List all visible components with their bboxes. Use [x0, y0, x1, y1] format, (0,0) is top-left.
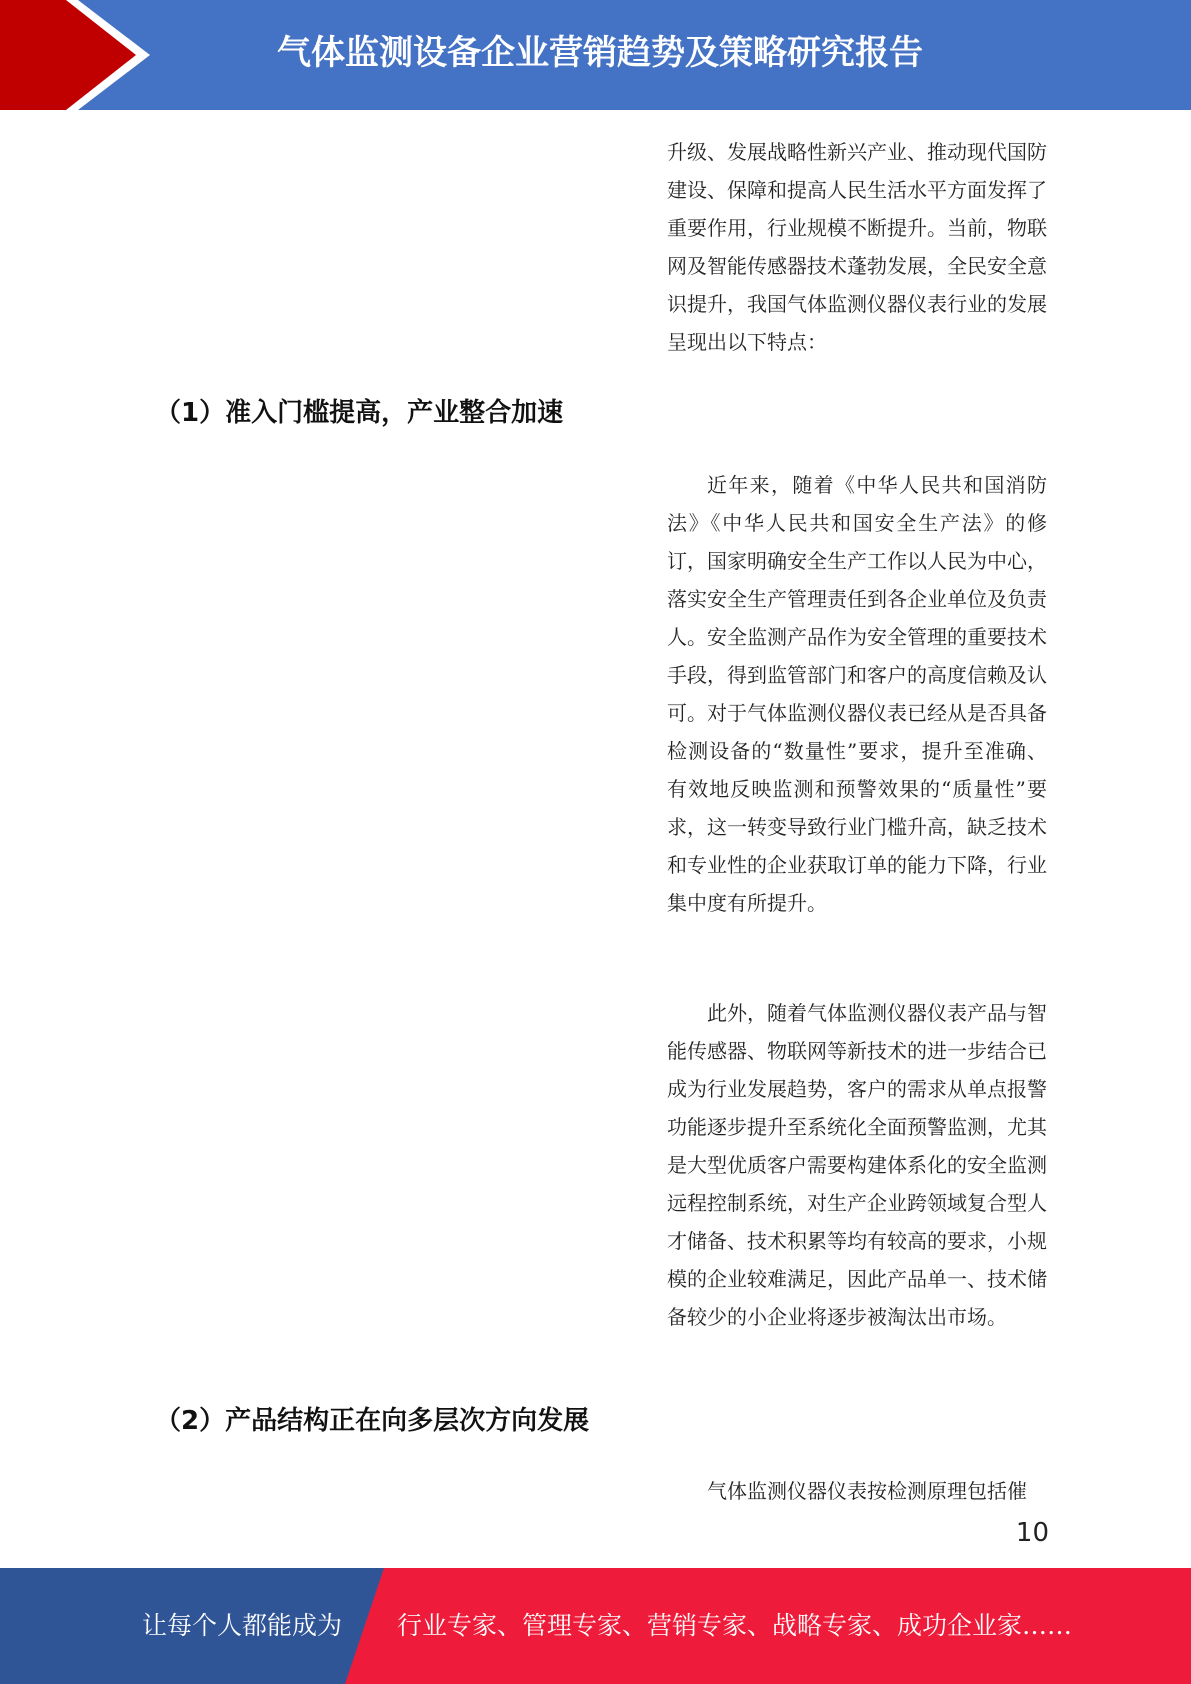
paragraph-text: 气体监测仪器仪表按检测原理包括催 — [707, 1479, 1027, 1503]
paragraph-text: 近年来，随着《中华人民共和国消防法》《中华人民共和国安全生产法》的修订，国家明确安全生产工作以人民为中心，落实安全生产管理责任到各企业单位及负责人。安全监测产品作为安全管理的重要技术手段，得到监管部门和客户的高度信赖及认可。对于气体监测仪器仪表已经从是否具备检测设备的“数量性”要求，提升至准确、有效地反映监测和预警效果的“质量性”要求，这一转变导致行业门槛升高，缺乏技术和专业性的企业获取订单的能力下降，行业集中度有所提升。 — [667, 473, 1047, 915]
paragraph-intro-continuation — [667, 133, 1047, 361]
paragraph-threshold — [667, 466, 1047, 922]
footer-slogan-left: 让每个人都能成为 — [142, 1611, 343, 1640]
section-heading-2: （2）产品结构正在向多层次方向发展 — [155, 1406, 590, 1436]
paragraph-product-structure — [667, 1472, 1047, 1510]
chevron-logo-icon — [0, 0, 160, 110]
section-heading-1: （1）准入门槛提高，产业整合加速 — [155, 398, 564, 428]
page-footer — [0, 1568, 1191, 1684]
page-number: 10 — [1015, 1518, 1049, 1548]
footer-slogan-right: 行业专家、管理专家、营销专家、战略专家、成功企业家…… — [397, 1611, 1073, 1640]
paragraph-text: 此外，随着气体监测仪器仪表产品与智能传感器、物联网等新技术的进一步结合已成为行业发展趋势，客户的需求从单点报警功能逐步提升至系统化全面预警监测，尤其是大型优质客户需要构建体系化的安全监测远程控制系统，对生产企业跨领域复合型人才储备、技术积累等均有较高的要求，小规模的企业较难满足，因此产品单一、技术储备较少的小企业将逐步被淘汰出市场。 — [667, 1001, 1047, 1329]
paragraph-text: 升级、发展战略性新兴产业、推动现代国防建设、保障和提高人民生活水平方面发挥了重要作用，行业规模不断提升。当前，物联网及智能传感器技术蓬勃发展，全民安全意识提升，我国气体监测仪器仪表行业的发展呈现出以下特点： — [667, 140, 1047, 354]
paragraph-integration — [667, 994, 1047, 1336]
report-title: 气体监测设备企业营销趋势及策略研究报告 — [277, 33, 923, 73]
page-header — [0, 0, 1191, 110]
